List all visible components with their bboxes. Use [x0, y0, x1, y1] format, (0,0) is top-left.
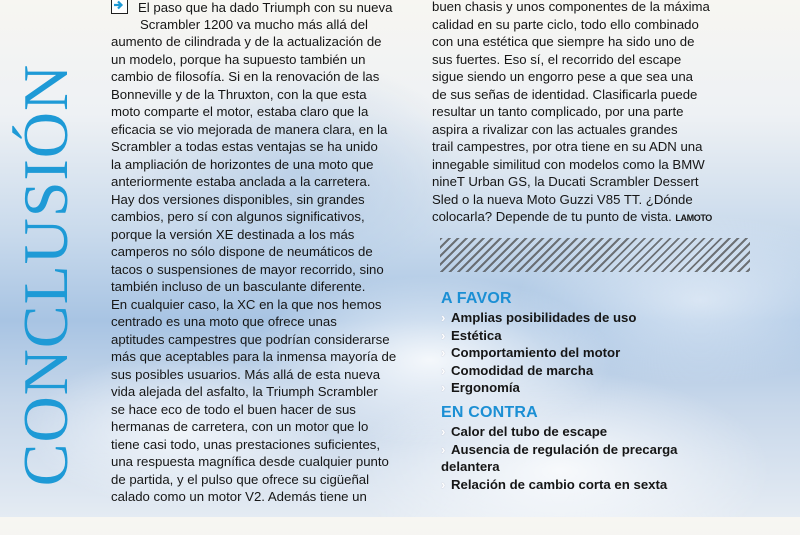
- chevron-right-icon: ›: [441, 345, 446, 360]
- pros-list: [441, 309, 781, 397]
- body-line: En cualquier caso, la XC en la que nos hemos: [111, 296, 382, 312]
- body-column-right: [432, 0, 762, 226]
- body-line: aspira a rivalizar con las actuales grandes: [432, 121, 678, 137]
- body-line: sus fuertes. Eso sí, el recorrido del escape: [432, 51, 682, 67]
- body-line: Sled o la nueva Moto Guzzi V85 TT. ¿Dónde: [432, 191, 693, 207]
- body-line: más que aceptables para la inmensa mayoría de: [111, 349, 397, 364]
- decorative-hatch-divider: [440, 238, 750, 272]
- body-line: nineT Urban GS, la Ducati Scrambler Dessert: [432, 174, 699, 189]
- list-item-continuation: delantera: [441, 459, 500, 474]
- body-line: la ampliación de horizontes de una moto que: [111, 156, 374, 172]
- cons-list: [441, 423, 781, 493]
- body-line: centrado es una moto que ofrece unas: [111, 314, 337, 329]
- body-line: calidad en su parte ciclo, todo ello combinado: [432, 16, 699, 32]
- body-line: trail campestres, por otra tiene en su ADN una: [432, 139, 703, 154]
- chevron-right-icon: ›: [441, 362, 446, 378]
- arrow-right-icon: [111, 0, 128, 14]
- list-item: › Ergonomía: [441, 380, 520, 395]
- body-line: calado como un motor V2. Además tiene un: [111, 489, 367, 504]
- body-line: cambio de filosofía. Si en la renovación de las: [111, 69, 380, 84]
- body-line: con una estética que siempre ha sido uno de: [432, 34, 695, 49]
- body-column-left: [111, 0, 421, 506]
- body-line: Bonneville y de la Thruxton, con la que esta: [111, 86, 367, 102]
- body-line: moto comparte el motor, estaba claro que la: [111, 104, 369, 119]
- list-item: › Estética: [441, 327, 502, 343]
- list-item: › Ausencia de regulación de precarga delantera: [441, 441, 781, 476]
- pros-heading: A FAVOR: [441, 290, 512, 307]
- body-line: aptitudes campestres que podrían considerarse: [111, 331, 390, 347]
- body-line: tacos o suspensiones de mayor recorrido, sino: [111, 261, 384, 277]
- body-line: colocarla? Depende de tu punto de vista. LAMOTO: [432, 209, 712, 224]
- magazine-signature: LAMOTO: [675, 213, 712, 223]
- chevron-right-icon: ›: [441, 424, 446, 439]
- chevron-right-icon: ›: [441, 441, 446, 457]
- body-line: de sus señas de identidad. Clasificarla puede: [432, 86, 698, 102]
- list-item: › Comportamiento del motor: [441, 345, 621, 360]
- body-line: una respuesta magnífica desde cualquier punto: [111, 454, 389, 469]
- body-line: buen chasis y unos componentes de la máxima: [432, 0, 710, 14]
- body-line: innegable similitud con modelos como la BMW: [432, 156, 705, 172]
- body-line: Scrambler a todas estas ventajas se ha unido: [111, 139, 378, 154]
- body-line: se hace eco de todo el buen hacer de sus: [111, 401, 356, 417]
- chevron-right-icon: ›: [441, 310, 446, 325]
- list-item: › Comodidad de marcha: [441, 362, 594, 378]
- body-line: un modelo, porque ha supuesto también un: [111, 51, 366, 67]
- body-line: eficacia se vio mejorada de manera clara, en la: [111, 121, 388, 137]
- body-line: Scrambler 1200 va mucho más allá del: [140, 16, 368, 32]
- list-item: › Relación de cambio corta en sexta: [441, 476, 668, 492]
- body-line: también incluso de un basculante diferente.: [111, 279, 366, 294]
- body-line: de partida, y el pulso que ofrece su cigüeñal: [111, 471, 370, 487]
- body-line: camperos no sólo dispone de neumáticos de: [111, 244, 373, 259]
- body-line: cambios, pero sí con algunos significativos,: [111, 209, 365, 224]
- body-line: Hay dos versiones disponibles, sin grandes: [111, 191, 365, 207]
- body-line: sus posibles usuarios. Más allá de esta nueva: [111, 366, 381, 382]
- chevron-right-icon: ›: [441, 380, 446, 395]
- section-title-vertical: CONCLUSIÓN: [10, 63, 81, 487]
- body-line: El paso que ha dado Triumph con su nueva: [111, 0, 421, 16]
- cons-heading: EN CONTRA: [441, 404, 538, 421]
- chevron-right-icon: ›: [441, 476, 446, 492]
- list-item: › Calor del tubo de escape: [441, 424, 608, 439]
- body-line: porque la versión XE destinada a los más: [111, 226, 355, 242]
- body-line: resultar un tanto complicado, por una parte: [432, 104, 684, 119]
- chevron-right-icon: ›: [441, 327, 446, 343]
- body-line: vida alejada del asfalto, la Triumph Scrambler: [111, 384, 378, 399]
- body-line: tiene casi todo, unas prestaciones suficientes,: [111, 436, 381, 452]
- body-line: anteriormente estaba anclada a la carretera.: [111, 174, 371, 189]
- body-line: sigue siendo un engorro pese a que sea una: [432, 69, 694, 84]
- body-line: aumento de cilindrada y de la actualización de: [111, 34, 382, 49]
- body-line: hermanas de carretera, con un motor que lo: [111, 419, 369, 434]
- list-item: › Amplias posibilidades de uso: [441, 310, 637, 325]
